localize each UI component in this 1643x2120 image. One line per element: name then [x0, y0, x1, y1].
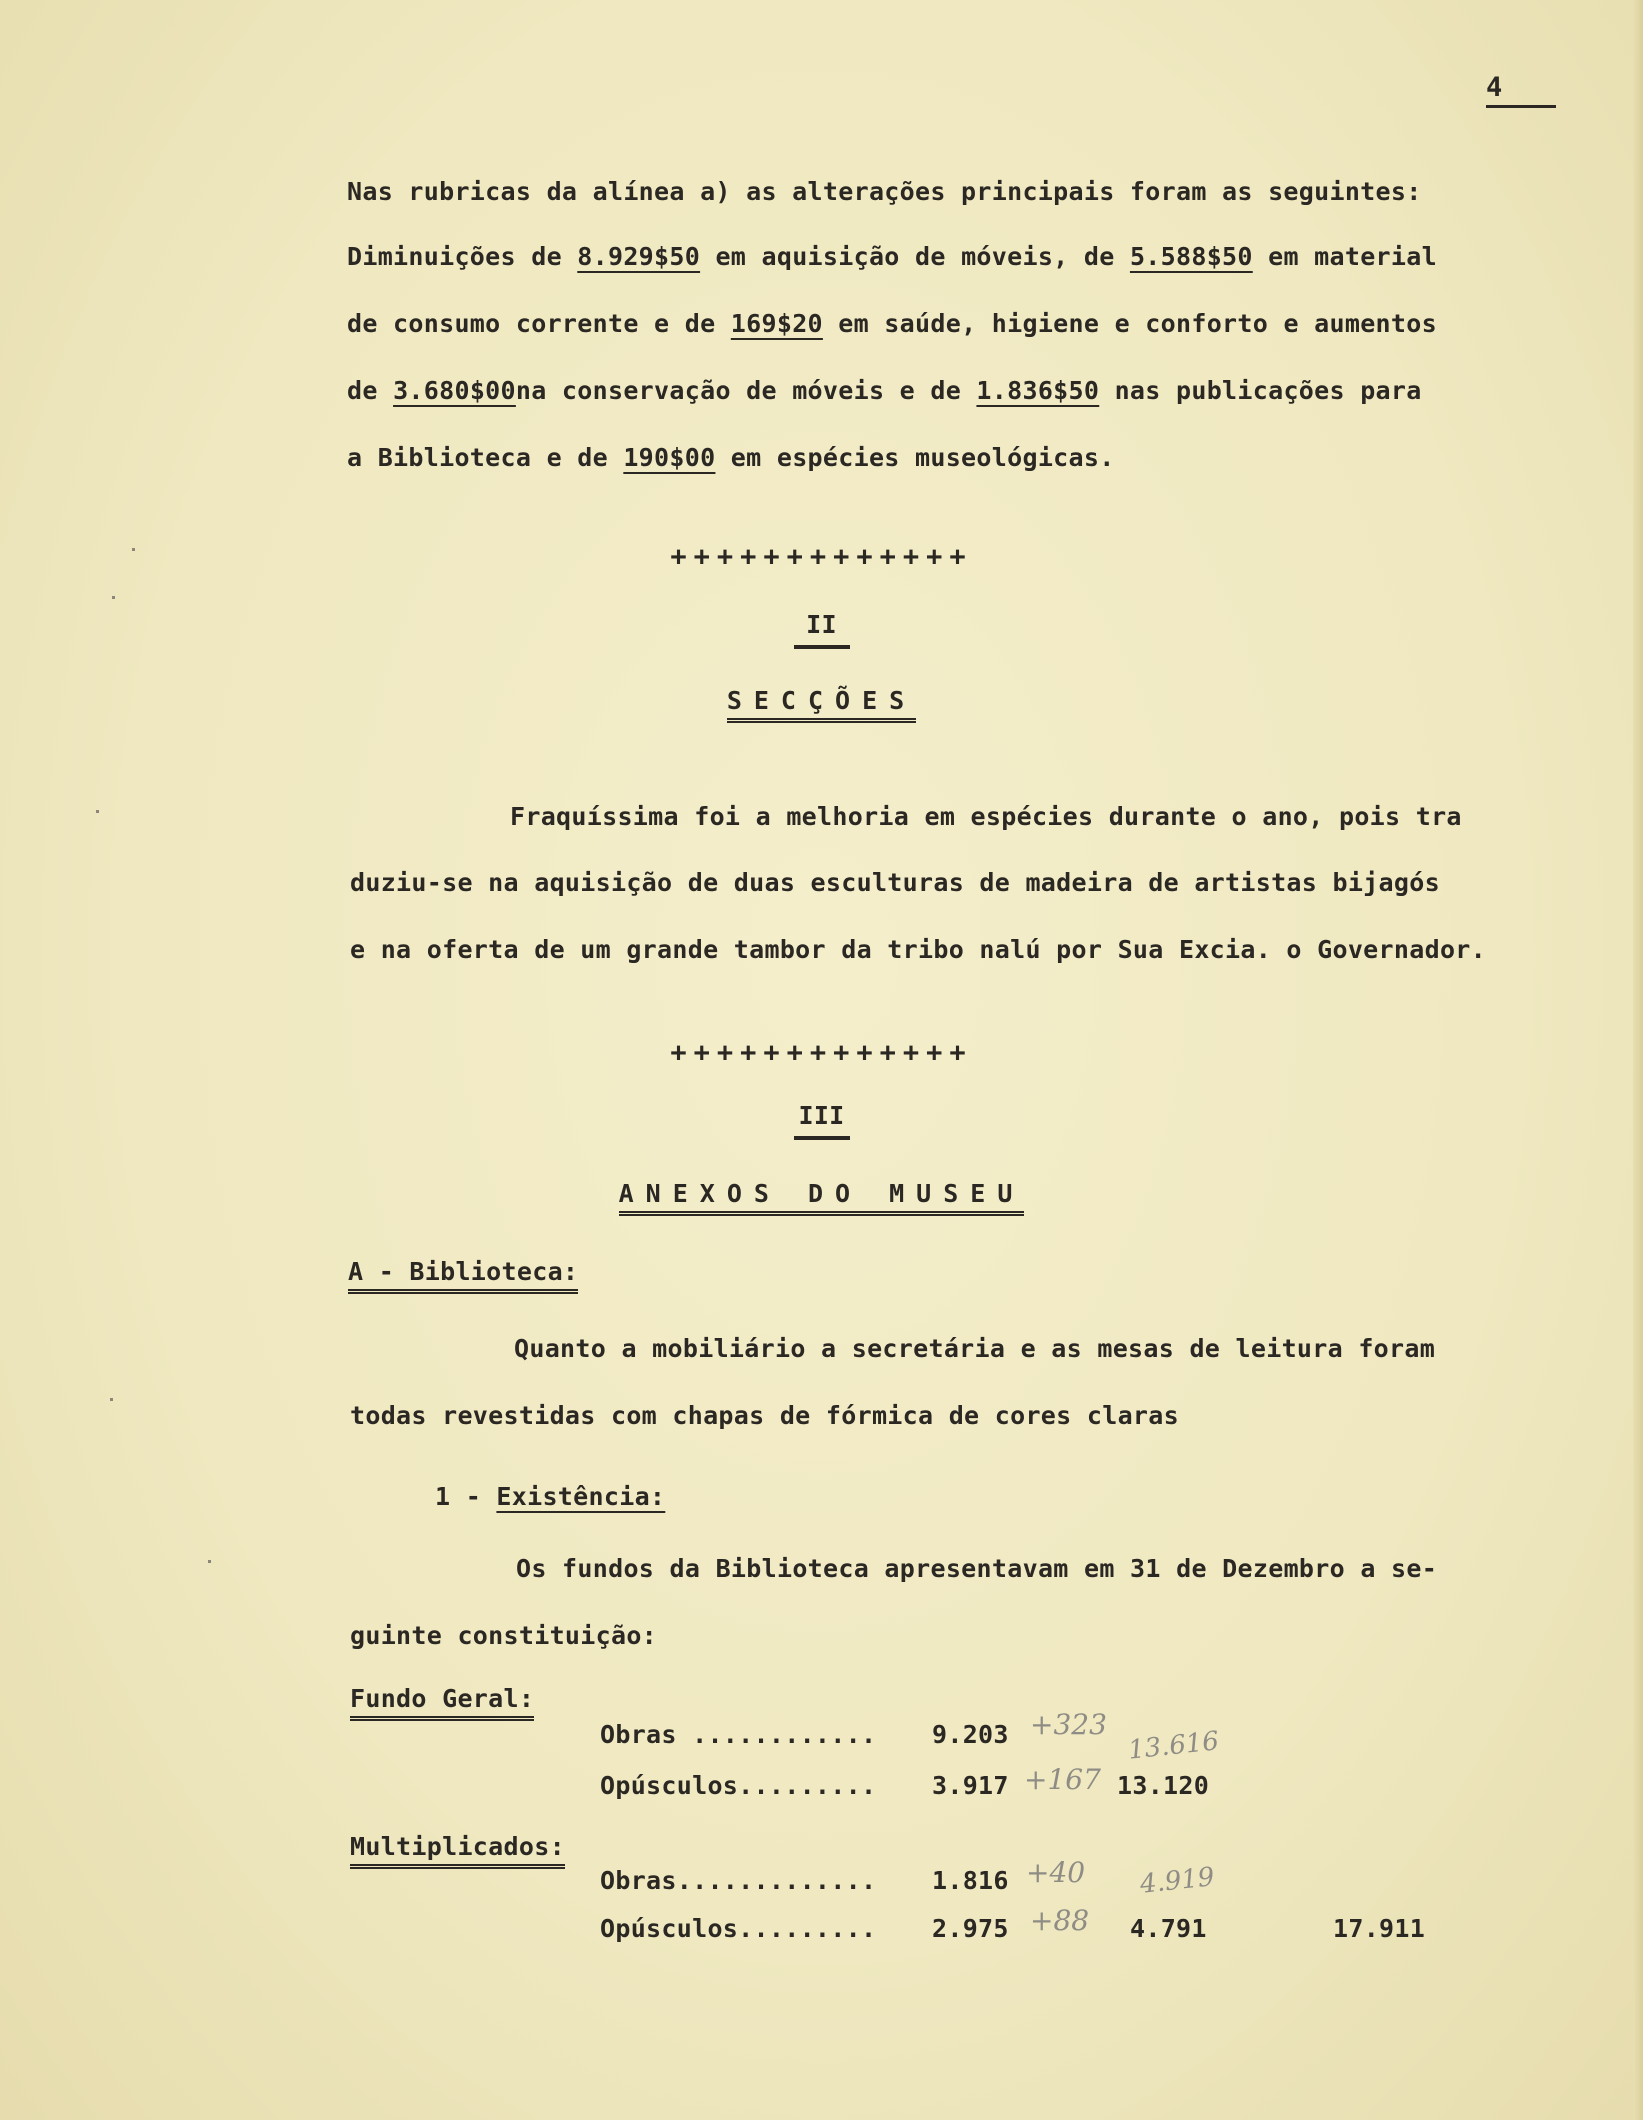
table-row-value: 3.917: [932, 1771, 1009, 1800]
table-row-value: 1.816: [932, 1866, 1009, 1895]
subtotal-value: 13.120: [1117, 1771, 1210, 1800]
body-line: Os fundos da Biblioteca apresentavam em 31 de Dezembro a se-: [516, 1554, 1438, 1583]
page-number-underline: [1486, 105, 1556, 108]
body-line: Diminuições de 8.929$50 em aquisição de móveis, de 5.588$50 em material: [347, 242, 1437, 271]
body-line: e na oferta de um grande tambor da tribo nalú por Sua Excia. o Governador.: [350, 935, 1486, 964]
handwritten-addition: +167: [1024, 1763, 1101, 1796]
list-item-heading: 1 - Existência:: [435, 1482, 666, 1511]
group-heading-fundo-geral: Fundo Geral:: [350, 1684, 534, 1713]
table-row-label: Obras.............: [600, 1866, 877, 1895]
body-line: duziu-se na aquisição de duas esculturas de madeira de artistas bijagós: [350, 868, 1440, 897]
body-line: Nas rubricas da alínea a) as alterações principais foram as seguintes:: [347, 177, 1422, 206]
body-line: Fraquíssima foi a melhoria em espécies durante o ano, pois tra: [510, 802, 1462, 831]
handwritten-addition: +88: [1030, 1904, 1090, 1937]
handwritten-total: 4.919: [1138, 1862, 1216, 1900]
handwritten-total: 13.616: [1126, 1726, 1221, 1766]
grand-total-value: 17.911: [1333, 1914, 1426, 1943]
body-line: de 3.680$00na conservação de móveis e de 1.836$50 nas publicações para: [347, 376, 1422, 405]
speck: [96, 810, 99, 813]
speck: [208, 1560, 211, 1563]
subtotal-value: 4.791: [1130, 1914, 1207, 1943]
section-number: III: [0, 1101, 1643, 1140]
table-row-value: 9.203: [932, 1720, 1009, 1749]
table-row-label: Opúsculos.........: [600, 1771, 877, 1800]
speck: [112, 596, 115, 599]
table-row-value: 2.975: [932, 1914, 1009, 1943]
section-number: II: [0, 610, 1643, 649]
body-line: de consumo corrente e de 169$20 em saúde, higiene e conforto e aumentos: [347, 309, 1437, 338]
table-row-label: Opúsculos.........: [600, 1914, 877, 1943]
section-title: ANEXOS DO MUSEU: [0, 1179, 1643, 1208]
body-line: guinte constituição:: [350, 1621, 658, 1650]
subsection-heading: A - Biblioteca:: [348, 1257, 578, 1286]
plus-separator: +++++++++++++: [670, 1037, 973, 1068]
group-heading-multiplicados: Multiplicados:: [350, 1832, 565, 1861]
handwritten-addition: +323: [1030, 1708, 1107, 1741]
handwritten-addition: +40: [1026, 1856, 1086, 1889]
body-line: todas revestidas com chapas de fórmica de cores claras: [350, 1401, 1179, 1430]
table-row-label: Obras ............: [600, 1720, 877, 1749]
speck: [110, 1398, 113, 1401]
body-line: a Biblioteca e de 190$00 em espécies museológicas.: [347, 443, 1115, 472]
section-title: SECÇÕES: [0, 686, 1643, 715]
plus-separator: +++++++++++++: [670, 541, 973, 572]
body-line: Quanto a mobiliário a secretária e as mesas de leitura foram: [514, 1334, 1436, 1363]
page-number: 4: [1486, 72, 1503, 103]
